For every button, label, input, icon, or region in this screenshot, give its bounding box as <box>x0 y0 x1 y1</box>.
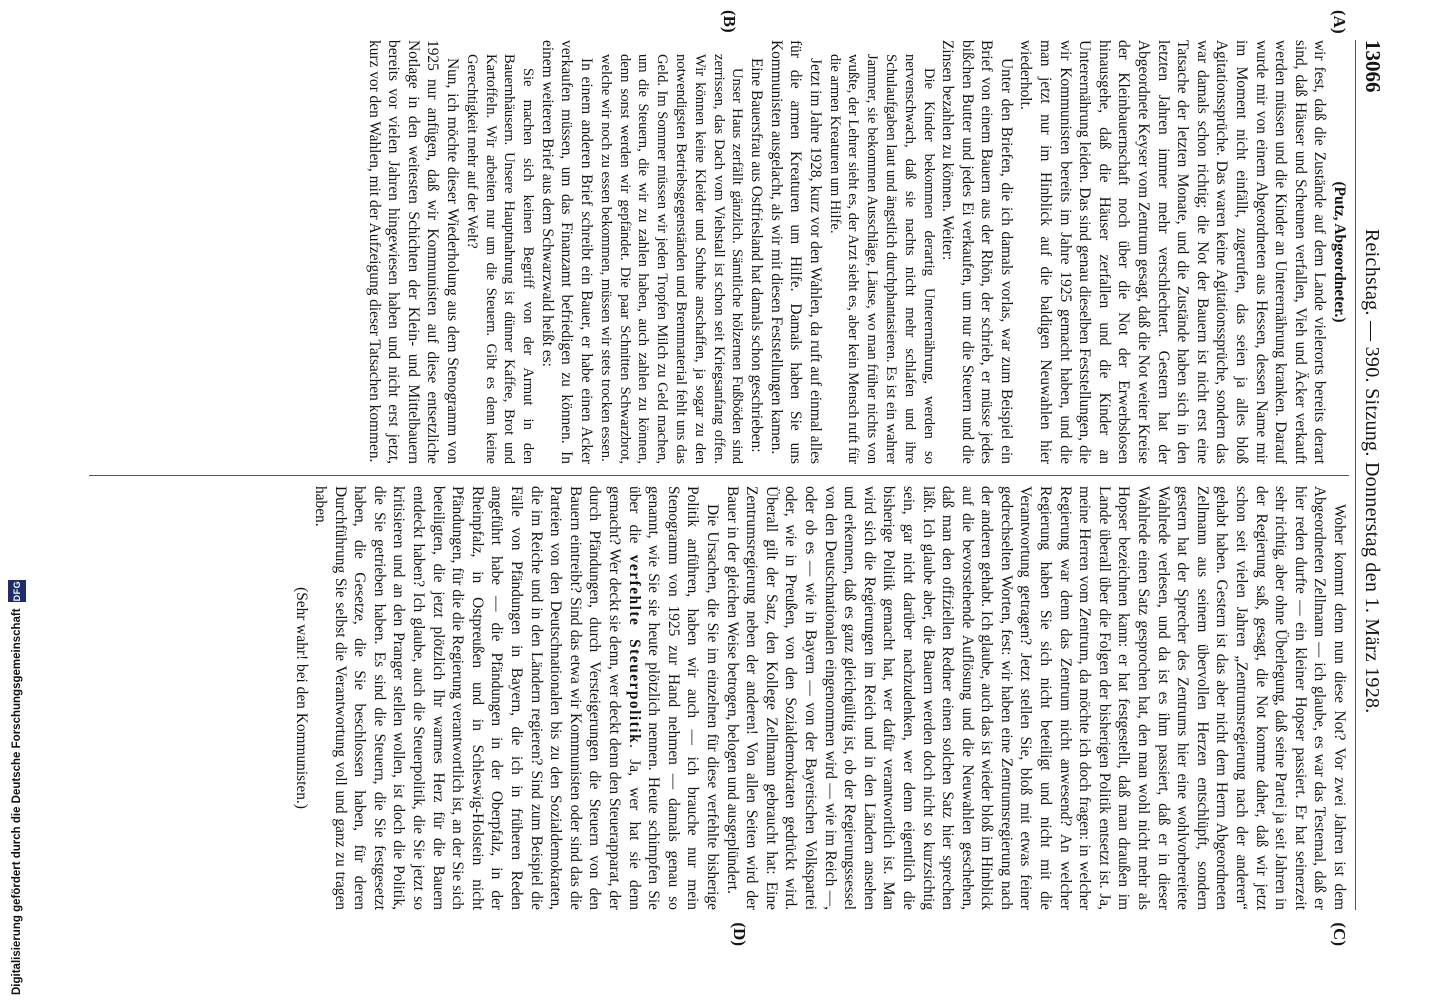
digitization-footer <box>5 580 29 995</box>
quotation <box>462 54 537 464</box>
digitization-note: Digitalisierung gefördert durch die Deutsche Forschungsgemeinschaft <box>11 608 23 995</box>
paragraph: Eine Bauersfrau aus Ostfriesland hat damals schon geschrieben: <box>747 58 765 453</box>
paragraph-text: Die Ursachen, die Sie im einzelnen für diese verfehlte bisherige Politik anführen, haben wir auch — ich brauche nur mein Stenogramm von 1925 zur Hand nehmen — damals genau so genannt, wie Sie sie heute plötzlich nennen. Heute schimpfen Sie über die <box>625 486 721 910</box>
paragraph-text: . Ja, wer hat sie denn gemacht? Wer deckt sie denn, wer deckt denn den Steuerapparat, der durch Pfändungen, durch Versteigerungen die Steuern von den Bauern eintreibt? Sind das etwa wir Kommunisten oder sind das die Parteien von den Deutschnationalen bis zu den Sozialdemokraten, die im Reiche und in den Ländern regieren? Sind zum Beispiel die Fälle von Pfändungen in Bayern, die ich in früheren Reden angeführt habe — die Pfändungen in der Oberpfalz, in der Rheinpfalz, in Ostpreußen und in Schleswig-Holstein nicht Pfändungen, für die die Regierung verantwortlich ist, an der Sie sich beteiligten, die jetzt plötzlich Ihr warmes Herz für die Bauern entdeckt haben? Ich glaube, auch die Steuerpolitik, die Sie jetzt so kritisieren und an den Pranger stellen wollen, ist doch die Politik, die Sie getrieben haben. Es sind die Steuern, die Sie festgesetzt haben, die Gesetze, die Sie beschlossen haben, für deren Durchführung Sie selbst die Verantwortung voll und ganz zu tragen haben. <box>312 486 643 910</box>
right-column <box>89 486 1349 910</box>
quotation-text: Unser Haus zerfällt gänzlich. Sämtliche hölzernen Fußböden sind zerrissen, das Dach vom Viehstall ist schon seit Kriegsanfang offen. Wir können keine Kleider und Schuhe anschaffen, ja sogar zu den notwendigsten Betriebsgegenständen und Brennmaterial fehlt uns das Geld. Im Sommer müssen wir jeden Tropfen Milch zu Geld machen, um die Steuern, die wir zu zahlen haben, auch zahlen zu können, denn sonst werden wir gepfändet. Die paar Schnitten Schwarzbrot, welche wir noch zu essen bekommen, müssen wir stets trocken essen. <box>597 54 746 464</box>
page-number: 13066 <box>1361 40 1385 93</box>
paragraph <box>311 486 722 910</box>
paragraph: Woher kommt denn nun diese Not? Vor zwei Jahren ist dem Abgeordneten Zellmann — ich glaube, es war das Testemal, daß er hier reden durfte — ein kleiner Hopser passiert. Er hat seinerzeit sehr richtig, aber ohne Überlegung, daß seine Partei ja seit Jahren in der Regierung saß, gesagt, die Not komme daher, daß wir jetzt schon seit vielen Jahren „Zentrumsregierung nach der anderen“ gehabt haben. Gestern ist das aber nicht dem Herrn Abgeordneten Zellmann aus seinem übervollen Herzen entschlüpft, sondern gestern hat der Sprecher des Zentrums hier eine wohlvorbereitete Wahlrede verlesen, und da ist es ihm passiert, daß er in dieser Wahlrede einen Satz gesprochen hat, den man wohl nicht mehr als Hopser bezeichnen kann: er hat festgestellt, daß man draußen im Lande überall über die Folgen der bisherigen Politik entsetzt ist. Ja, meine Herren vom Zentrum, da möchte ich doch fragen: in welcher Regierung war denn das Zentrum nicht anwesend? An welcher Regierung haben Sie sich nicht beteiligt und nicht mit die Verantwortung getragen? Jetzt stellen Sie, bloß mit etwas feiner gedrechselten Worten, fest: wir haben eine Zentrumsregierung nach der anderen gehabt. Ich glaube, auch das ist wieder bloß im Hinblick auf die bevorstehende Auflösung und die Neuwahlen geschehen, daß man den offiziellen Redner einen solchen Satz hier sprechen läßt. Ich glaube aber, die Bauern werden doch nicht so kurzsichtig sein, gar nicht darüber nachzudenken, wer denn eigentlich die bisherige Politik gemacht hat, wer dafür verantwortlich ist. Man wird sich die Regierungen im Reich und in den Ländern ansehen und erkennen, daß es ganz gleichgültig ist, ob der Regierungssessel von den Deutschnationalen eingenommen wird — wie im Reich —, oder ob es — wie in Bayern — von der Bayerischen Volkspartei oder, wie in Preußen, von den Sozialdemokraten gedrückt wird. Überall gilt der Satz, den Kollege Zellmann gebraucht hat: Eine Zentrumsregierung neben der anderen! Von allen Seiten wird der Bauer in der gleichen Weise betrogen, belogen und ausgeplündert. <box>723 486 1348 910</box>
margin-marker-a: (A) <box>1330 10 1349 34</box>
interjection: (Sehr wahr! bei den Kommunisten.) <box>292 587 310 809</box>
margin-marker-c: (C) <box>1330 922 1349 946</box>
dfg-logo: DFG <box>8 580 26 603</box>
paragraph: Jetzt im Jahre 1928, kurz vor den Wahlen, da ruft auf einmal alles für die armen Kreaturen um Hilfe. Damals haben Sie uns Kommunisten ausgelacht, als wir mit diesen Feststellungen kamen. <box>767 40 824 464</box>
quotation-text: Sie machen sich keinen Begriff von der Armut in den Bauernhäusern. Unsere Hauptnahrung ist dünner Kaffee, Brot und Kartoffeln. Wir arbeiten nur um die Steuern. Gibt es denn keine Gerechtigkeit mehr auf der Welt? <box>463 54 537 464</box>
speaker-label: (Putz, Abgeordneter.) <box>1331 181 1348 323</box>
paragraph: wir fest, daß die Zustände auf dem Lande vielerorts bereits derart sind, daß Häuser und Scheunen verfallen, Vieh und Äcker verkauft werden müssen und die Kinder an Unterernährung kranken. Darauf wurde mir von einem Abgeordneten aus Hessen, dessen Name mir im Moment nicht einfällt, zugerufen, das seien ja alles bloß Agitationssprüche. Das waren keine Agitationssprüche, sondern das war damals schon richtig; die Not der Bauern ist nicht erst eine Tatsache der letzten Monate, und die Zustände haben sich in den letzten Jahren immer mehr verschlechtert. Gestern hat der Abgeordnete Keyser vom Zentrum gesagt, daß die Not weiter Kreise der Kleinbauernschaft noch über die Not der Erwerbslosen hinausgehe, daß die Häuser zerfallen und die Kinder an Unterernährung leiden. Das sind genau dieselben Feststellungen, die wir Kommunisten bereits im Jahre 1925 gemacht haben, und die man jetzt nur im Hinblick auf die baldigen Neuwahlen hier wiederholt. <box>1017 40 1329 464</box>
text-columns <box>89 10 1349 946</box>
margin-marker-b: (B) <box>720 10 739 33</box>
left-column <box>89 40 1349 464</box>
quotation <box>825 54 938 464</box>
quotation-text: Die Kinder bekommen derartig Unterernährung, werden so nervenschwach, daß sie nachts nicht mehr schlafen und ihre Schulaufgaben laut und ängstlich durchphantasieren. Es ist ein wahrer Jammer, sie bekommen Ausschläge, Läuse, wo man früher nichts von wußte, der Lehrer sieht es, der Arzt sieht es, aber kein Mensch ruft für die armen Kreaturen um Hilfe. <box>826 54 937 464</box>
column-divider <box>89 475 1349 476</box>
page-title: Reichstag. — 390. Sitzung. Donnerstag den 1. März 1928. <box>1361 228 1383 714</box>
document-page <box>70 0 1390 950</box>
quotation <box>596 54 746 464</box>
page-header <box>1355 40 1390 910</box>
margin-marker-d: (D) <box>730 922 749 946</box>
paragraph: In einem anderen Brief schreibt ein Bauer, er habe einen Acker verkaufen müssen, um das Finanzamt befriedigen zu können. In einem weiteren Brief aus dem Schwarzwald heißt es: <box>538 40 595 464</box>
paragraph: Unter den Briefen, die ich damals vorlas, war zum Beispiel ein Brief von einem Bauern aus der Rhön, der schrieb, er müsse jedes bißchen Butter und jedes Ei verkaufen, um nur die Steuern und die Zinsen bezahlen zu können. Weiter: <box>939 40 1015 464</box>
paragraph: Nun, ich möchte dieser Wiederholung aus dem Stenogramm von 1925 nur anfügen, daß wir Kommunisten auf diese entsetzliche Notlage in den weitesten Schichten der Klein- und Mittelbauern bereits vor vielen Jahren hingewiesen haben und nicht erst jetzt, kurz vor den Wahlen, mit der Aufzeigung dieser Tatsachen kommen. <box>365 40 462 464</box>
emphasized-phrase: verfehlte Steuerpolitik <box>625 554 643 745</box>
